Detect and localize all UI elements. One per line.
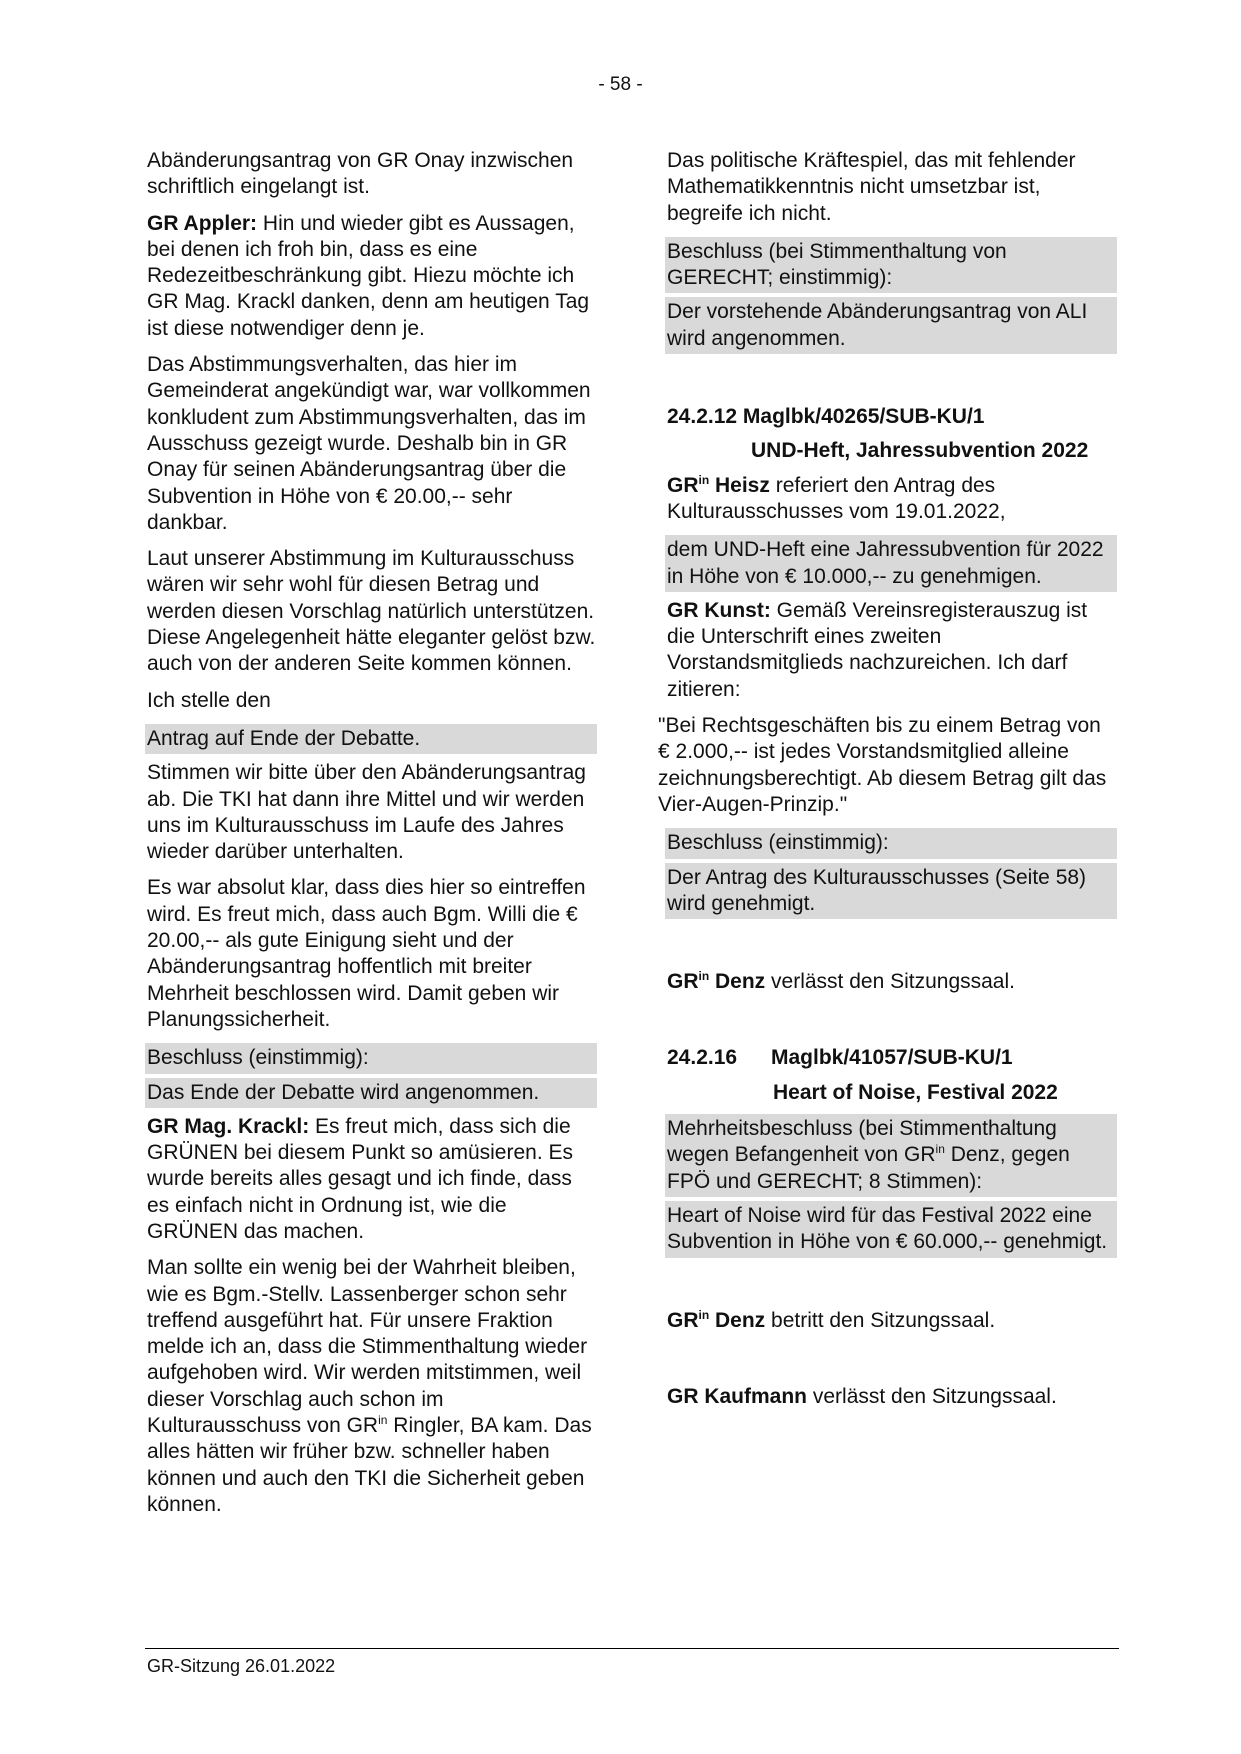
gr-label: GR	[667, 1308, 699, 1332]
paragraph: Abänderungsantrag von GR Onay inzwischen schriftlich eingelangt ist.	[147, 149, 574, 199]
paragraph: Das politische Kräftespiel, das mit fehlender Mathematikkenntnis nicht umsetzbar ist, begreife ich nicht.	[667, 149, 1076, 225]
superscript: in	[698, 969, 710, 984]
text-part: Man sollte ein wenig bei der Wahrheit bleiben, wie es Bgm.-Stellv. Lassenberger schon sehr treffend ausgeführt hat. Für unsere Fraktion melde ich an, dass die Stimmenthaltung wieder aufgehoben wird. Wir werden mitstimmen, weil dieser Vorschlag auch schon im Kulturausschuss von GR	[147, 1256, 588, 1438]
resolution-label: Beschluss (einstimmig):	[665, 828, 1117, 858]
resolution-text: Der vorstehende Abänderungsantrag von ALI wird angenommen.	[665, 297, 1117, 354]
name: Denz	[709, 1308, 766, 1332]
agenda-item-title: UND-Heft, Jahressubvention 2022	[751, 439, 1089, 463]
speech-text: Hin und wieder gibt es Aussagen, bei denen ich froh bin, dass es eine Redezeitbeschränkung gibt. Hiezu möchte ich GR Mag. Krackl danken, denn am heutigen Tag ist diese notwendiger denn je.	[147, 211, 590, 340]
resolution-label: Beschluss (einstimmig):	[145, 1043, 597, 1073]
right-column	[658, 148, 1117, 1420]
page-number: - 58 -	[598, 74, 643, 95]
resolution-text: Heart of Noise wird für das Festival 2022 eine Subvention in Höhe von € 60.000,-- genehmigt.	[665, 1201, 1117, 1258]
motion-box: dem UND-Heft eine Jahressubvention für 2022 in Höhe von € 10.000,-- zu genehmigen.	[665, 535, 1117, 592]
paragraph: Stimmen wir bitte über den Abänderungsantrag ab. Die TKI hat dann ihre Mittel und wir werden uns im Kulturausschuss im Laufe des Jahres wieder darüber unterhalten.	[147, 761, 586, 864]
quote: "Bei Rechtsgeschäften bis zu einem Betrag von € 2.000,-- ist jedes Vorstandsmitglied alleine zeichnungsberechtigt. Ab diesem Betrag gilt das Vier-Augen-Prinzip."	[658, 714, 1107, 816]
superscript: in	[935, 1142, 945, 1157]
speaker-name: GR Mag. Krackl:	[147, 1114, 310, 1138]
note-text: verlässt den Sitzungssaal.	[765, 970, 1015, 994]
item-code: Maglbk/41057/SUB-KU/1	[771, 1046, 1013, 1070]
superscript: in	[698, 1307, 710, 1322]
speaker-name	[667, 970, 765, 993]
speaker-name: GR Kunst:	[667, 598, 771, 622]
resolution-label	[665, 1114, 1117, 1197]
left-column	[145, 148, 597, 1528]
name: Denz	[709, 970, 766, 994]
name: Heisz	[709, 473, 770, 497]
agenda-item-heading	[667, 1045, 1117, 1071]
speech-krackl	[147, 1114, 597, 1245]
paragraph: Laut unserer Abstimmung im Kulturausschuss wären wir sehr wohl für diesen Betrag und werden diesen Vorschlag natürlich unterstützen. Diese Angelegenheit hätte eleganter gelöst bzw. auch von der anderen Seite kommen können.	[147, 547, 596, 676]
text-part: Mehrheitsbeschluss (bei Stimmenthaltung wegen Befangenheit von GR	[667, 1117, 1057, 1167]
resolution-text: Der Antrag des Kulturausschusses (Seite 58) wird genehmigt.	[665, 863, 1117, 920]
motion-box: Antrag auf Ende der Debatte.	[145, 724, 597, 754]
note-denz-leaves	[667, 969, 1117, 995]
paragraph	[147, 1255, 597, 1518]
footer-divider	[145, 1648, 1119, 1649]
speech-kunst	[667, 598, 1117, 703]
speech-text: Es freut mich, dass sich die GRÜNEN bei diesem Punkt so amüsieren. Es wurde bereits alles gesagt und ich finde, dass es einfach nicht in Ordnung ist, wie die GRÜNEN das machen.	[147, 1114, 573, 1243]
speech-text: referiert den Antrag des Kulturausschusses vom 19.01.2022,	[667, 473, 1006, 523]
resolution-text: Das Ende der Debatte wird angenommen.	[145, 1078, 597, 1108]
paragraph: Es war absolut klar, dass dies hier so eintreffen wird. Es freut mich, dass auch Bgm. Willi die € 20.00,-- als gute Einigung sieht und der Abänderungsantrag hoffentlich mit breiter Mehrheit beschlossen wird. Damit geben wir Planungssicherheit.	[147, 876, 586, 1031]
note-kaufmann-leaves	[667, 1384, 1117, 1410]
paragraph: Ich stelle den	[147, 688, 271, 712]
text-part: Ringler, BA kam. Das alles hätten wir früher bzw. schneller haben können und auch den TKI die Sicherheit geben können.	[147, 1414, 592, 1516]
speaker-name: GR Kaufmann	[667, 1384, 808, 1408]
agenda-item-title: Heart of Noise, Festival 2022	[773, 1080, 1058, 1104]
superscript: in	[378, 1413, 388, 1428]
speech-appler	[147, 211, 597, 342]
speaker-name	[667, 1309, 765, 1332]
note-text: verlässt den Sitzungssaal.	[807, 1384, 1057, 1408]
text-part: Denz, gegen FPÖ und GERECHT; 8 Stimmen):	[667, 1143, 1070, 1193]
note-denz-enters	[667, 1308, 1117, 1334]
speaker-name	[667, 474, 770, 497]
paragraph: Das Abstimmungsverhalten, das hier im Gemeinderat angekündigt war, war vollkommen konkludent zum Abstimmungsverhalten, das im Ausschuss gezeigt wurde. Deshalb bin in GR Onay für seinen Abänderungsantrag über die Subvention in Höhe von € 20.00,-- sehr dankbar.	[147, 353, 591, 534]
resolution-label: Beschluss (bei Stimmenthaltung von GERECHT; einstimmig):	[665, 237, 1117, 294]
gr-label: GR	[667, 970, 699, 994]
superscript: in	[698, 472, 710, 487]
speaker-name: GR Appler:	[147, 211, 258, 235]
speech-heisz	[667, 473, 1117, 526]
footer-text: GR-Sitzung 26.01.2022	[147, 1656, 336, 1676]
speech-text: Gemäß Vereinsregisterauszug ist die Unterschrift eines zweiten Vorstandsmitglieds nachzureichen. Ich darf zitieren:	[667, 598, 1088, 701]
gr-label: GR	[667, 473, 699, 497]
item-number: 24.2.16	[667, 1046, 738, 1070]
agenda-item-heading: 24.2.12 Maglbk/40265/SUB-KU/1	[667, 405, 985, 429]
note-text: betritt den Sitzungssaal.	[765, 1308, 996, 1332]
